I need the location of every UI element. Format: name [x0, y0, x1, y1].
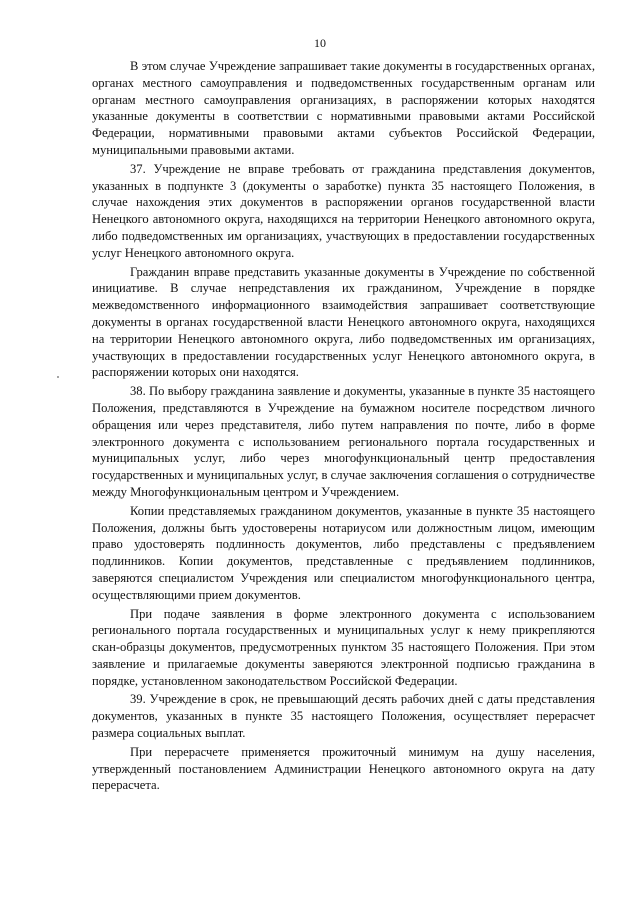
paragraph-recalculation-minimum: При перерасчете применяется прожиточный минимум на душу населения, утвержденный постановлением Администрации Ненецкого автономного округа на дату перерасчета. — [92, 744, 595, 793]
paragraph-own-initiative: Гражданин вправе представить указанные документы в Учреждение по собственной инициативе. В случае непредставления их гражданином, Учреждение в порядке межведомственного информационного взаимодействия запрашивает соответствующие документы в органах государственной власти Ненецкого автономного округа, находящихся на территории Ненецкого автономного округа, либо подведомственных им организациях, участвующих в предоставлении государственных услуг Ненецкого автономного округа, в распоряжении которых они находятся. — [92, 264, 595, 380]
scan-margin-mark — [57, 376, 59, 378]
paragraph-document-copies: Копии представляемых гражданином документов, указанные в пункте 35 настоящего Положения, должны быть удостоверены нотариусом или должностным лицом, имеющим право удостоверять подлинность документов, либо представлены с предъявлением подлинников. Копии документов, представленные с предъявлением подлинников, заверяются специалистом Учреждения или специалистом многофункционального центра, осуществляющими прием документов. — [92, 503, 595, 602]
paragraph-item-38: 38. По выбору гражданина заявление и документы, указанные в пункте 35 настоящего Положения, представляются в Учреждение на бумажном носителе посредством личного обращения или через представителя, либо путем направления по почте, либо в форме электронного документа с использованием регионального портала государственных и муниципальных услуг, либо через многофункциональный центр предоставления государственных и муниципальных услуг, в случае заключения соглашения о сотрудничестве между Многофункциональным центром и Учреждением. — [92, 384, 595, 499]
paragraph-item-37: 37. Учреждение не вправе требовать от гражданина представления документов, указанных в подпункте 3 (документы о заработке) пункта 35 настоящего Положения, в случае нахождения этих документов в распоряжении органов государственной власти Ненецкого автономного округа, находящихся на территории Ненецкого автономного округа, либо подведомственных им организациях, участвующих в предоставлении государственных услуг Ненецкого автономного округа. — [92, 161, 595, 260]
document-body — [92, 58, 595, 796]
page-number: 10 — [314, 36, 326, 50]
paragraph-electronic-submission: При подаче заявления в форме электронного документа с использованием регионального портала государственных и муниципальных услуг к нему прикрепляются скан-образцы документов, предусмотренных пунктом 35 настоящего Положения. При этом заявление и прилагаемые документы заверяются электронной подписью гражданина в порядке, установленном законодательством Российской Федерации. — [92, 606, 595, 688]
paragraph-request-documents: В этом случае Учреждение запрашивает такие документы в государственных органах, органах местного самоуправления и подведомственных государственным органам или органам местного самоуправления организациях, в распоряжении которых находятся указанные документы в соответствии с нормативными правовыми актами Российской Федерации, нормативными правовыми актами субъектов Российской Федерации, муниципальными правовыми актами. — [92, 59, 595, 157]
paragraph-item-39: 39. Учреждение в срок, не превышающий десять рабочих дней с даты представления документов, указанных в пункте 35 настоящего Положения, осуществляет перерасчет размера социальных выплат. — [92, 692, 595, 741]
